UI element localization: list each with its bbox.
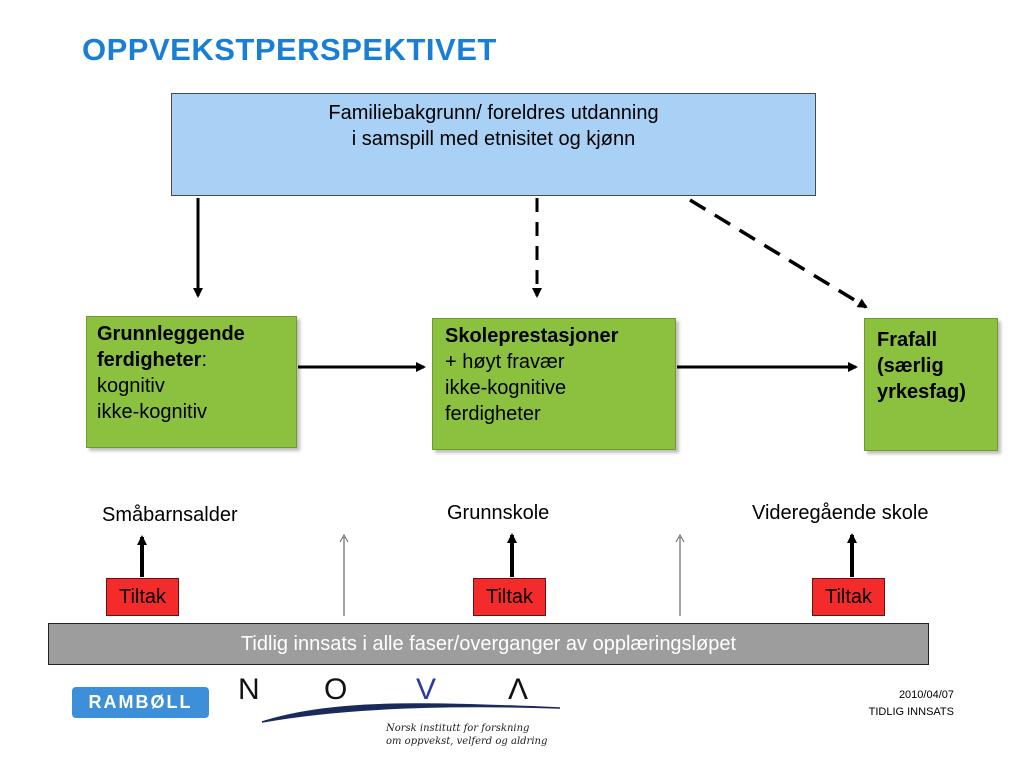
frafall-line3: yrkesfag) [877, 381, 966, 403]
page-title: OPPVEKSTPERSPEKTIVET [82, 32, 497, 67]
family-box-line2: i samspill med etnisitet og kjønn [351, 128, 636, 150]
nova-tagline-2: om oppvekst, velferd og aldring [386, 736, 548, 747]
footer-date: 2010/04/07 [898, 689, 954, 701]
box-grunnleggende-ferdigheter [86, 316, 297, 448]
ramboll-logo: RAMBØLL [72, 687, 209, 718]
nova-letter-n: N [238, 673, 260, 706]
skole-line2: ikke-kognitive [445, 377, 567, 399]
grunnleggende-line2: ikke-kognitiv [97, 401, 208, 423]
grunnleggende-heading1: Grunnleggende [97, 323, 245, 345]
nova-tagline [386, 722, 547, 748]
nova-letter-v: V [416, 673, 437, 706]
tiltak-box-1: Tiltak [106, 578, 179, 616]
frafall-line2: (særlig [877, 355, 944, 377]
family-background-box [171, 93, 816, 196]
frafall-line1: Frafall [877, 329, 938, 351]
tiltak-box-3: Tiltak [812, 578, 885, 616]
nova-tagline-1: Norsk institutt for forskning [386, 723, 530, 734]
footer-label: TIDLIG INNSATS [868, 706, 954, 718]
grunnleggende-line1: kognitiv [97, 375, 165, 397]
skole-heading: Skoleprestasjoner [445, 325, 619, 347]
skole-line3: ferdigheter [445, 403, 541, 425]
tiltak-box-2: Tiltak [473, 578, 546, 616]
box-skoleprestasjoner [432, 318, 676, 450]
grunnleggende-colon: : [201, 349, 208, 371]
stage-videregaende: Videregående skole [752, 502, 929, 524]
grunnleggende-heading2: ferdigheter [97, 349, 202, 371]
arrow-family-to-frafall [690, 200, 866, 307]
stage-grunnskole: Grunnskole [447, 502, 550, 524]
nova-letter-a: Λ [508, 673, 529, 706]
family-box-line1: Familiebakgrunn/ foreldres utdanning [328, 102, 659, 124]
nova-letter-o: O [324, 673, 348, 706]
box-frafall [864, 318, 998, 451]
stage-smabarnsalder: Småbarnsalder [102, 504, 238, 526]
skole-line1: + høyt fravær [445, 351, 565, 373]
tidlig-innsats-bar: Tidlig innsats i alle faser/overganger av opplæringsløpet [48, 623, 929, 665]
